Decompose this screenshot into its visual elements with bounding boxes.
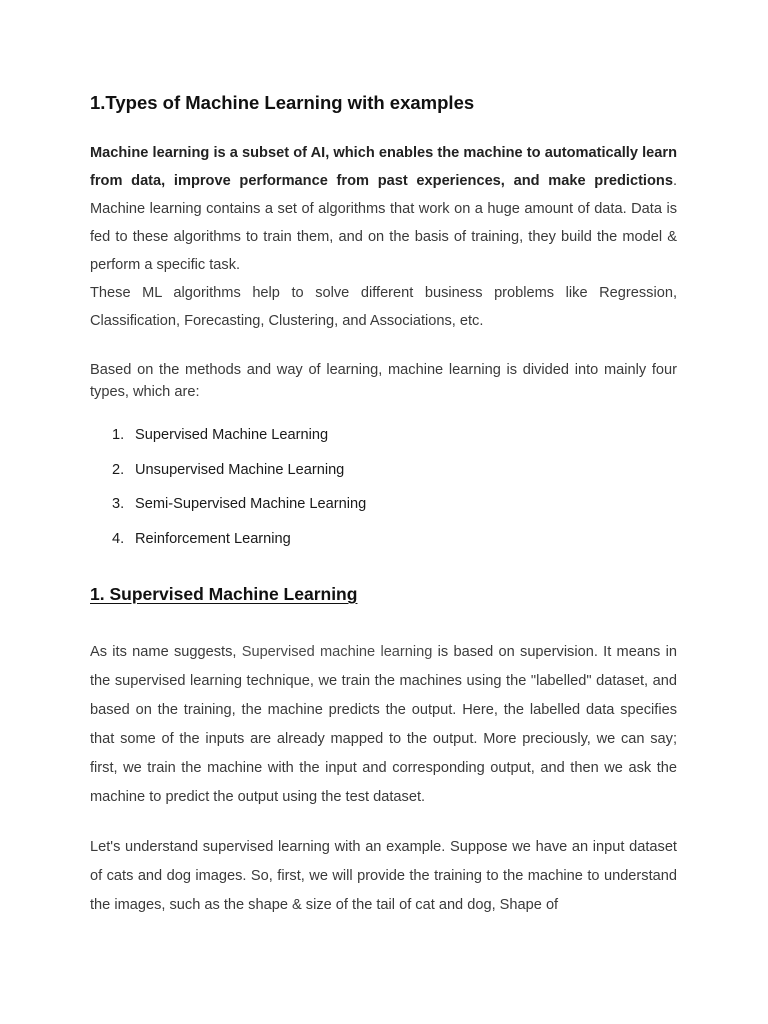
example-paragraph: Let's understand supervised learning with an example. Suppose we have an input dataset of cats and dog images. So, first, we will provide the training to the machine to understand the images, such as the shape & size of the tail of cat and dog, Shape of [90, 839, 677, 913]
intro-paragraph [90, 139, 677, 335]
list-item [90, 424, 366, 459]
supervised-paragraph [90, 638, 677, 812]
list-item [90, 528, 366, 563]
list-item-label: Supervised Machine Learning [135, 427, 329, 443]
list-item-label: Semi-Supervised Machine Learning [135, 496, 367, 513]
list-item [90, 459, 366, 494]
list-item-number: 2. [112, 461, 125, 478]
section-heading-supervised: 1. Supervised Machine Learning [90, 584, 358, 604]
supervised-para-end: is based on supervision. It means in the supervised learning technique, we train the machines using the "labelled" dataset, and based on the training, the machine predicts the output. Here, the labelled data specifies that some of the inputs are already mapped to the output. More preciously, we can say; first, we train the machine with the input and corresponding output, and then we ask the machine to predict the output using the test dataset. [90, 644, 677, 805]
ml-types-list [90, 424, 366, 563]
supervised-para-start: As its name suggests, [90, 644, 242, 660]
methods-paragraph: Based on the methods and way of learning, machine learning is divided into mainly four types, which are: [90, 362, 677, 400]
intro-lead-bold: Machine learning is a subset of AI, which enables the machine to automatically learn from data, improve performance from past experiences, and make predictions [90, 145, 677, 189]
list-item [90, 493, 366, 528]
intro-algorithms: These ML algorithms help to solve different business problems like Regression, Classification, Forecasting, Clustering, and Associations, etc. [90, 285, 677, 329]
list-item-label: Unsupervised Machine Learning [135, 461, 345, 478]
list-item-label: Reinforcement Learning [135, 531, 291, 548]
intro-lead-end: . [672, 173, 677, 189]
document-title: 1.Types of Machine Learning with examples [90, 92, 475, 113]
supervised-ml-link[interactable]: Supervised machine learning [241, 644, 433, 660]
list-item-number: 3. [112, 496, 125, 513]
list-item-number: 4. [112, 531, 125, 548]
intro-body: Machine learning contains a set of algorithms that work on a huge amount of data. Data is fed to these algorithms to train them, and on the basis of training, they build the model & perform a specific task. [90, 201, 677, 273]
list-item-number: 1. [112, 427, 125, 443]
